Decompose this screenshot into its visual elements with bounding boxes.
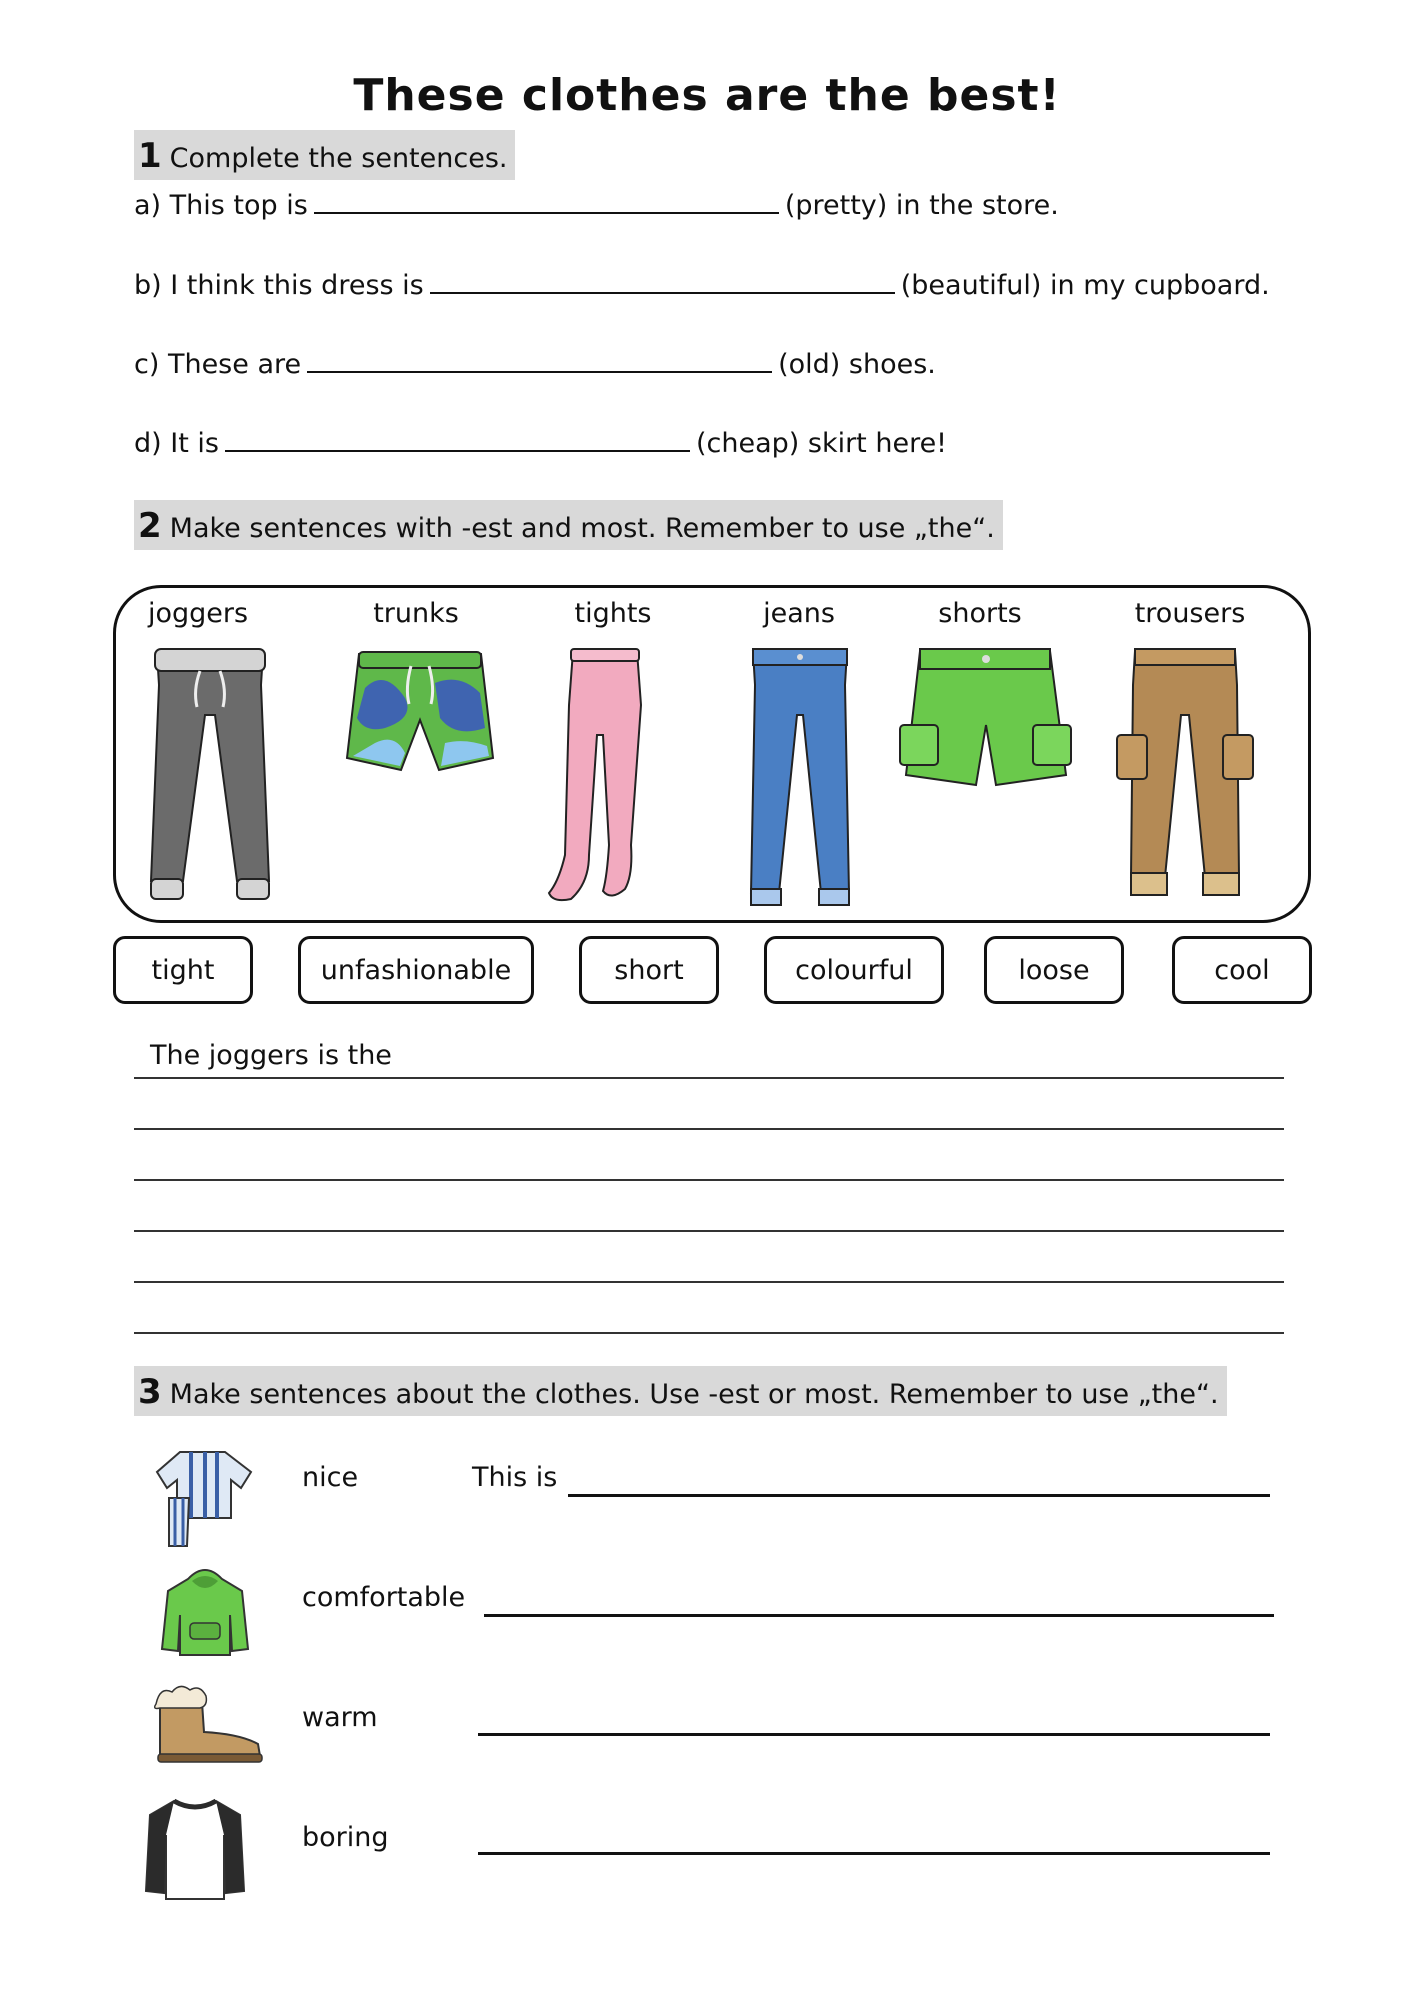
label-jeans: jeans	[763, 598, 835, 629]
label-tights: tights	[574, 598, 652, 629]
writing-line-5[interactable]	[134, 1281, 1284, 1283]
adjective-tight: tight	[113, 936, 253, 1004]
section-1-instruction: Complete the sentences.	[169, 143, 508, 174]
label-shorts: shorts	[938, 598, 1022, 629]
writing-line-4[interactable]	[134, 1230, 1284, 1232]
section-3-number: 3	[138, 1372, 162, 1412]
label-joggers: joggers	[147, 598, 249, 629]
writing-line-6[interactable]	[134, 1332, 1284, 1334]
sentence-a-end: (pretty) in the store.	[784, 190, 1059, 221]
answer-line-2[interactable]	[484, 1614, 1274, 1617]
pajamas-icon	[155, 1448, 255, 1548]
row-4-adjective: boring	[302, 1822, 389, 1853]
tights-icon	[545, 645, 655, 910]
label-trunks: trunks	[373, 598, 459, 629]
trunks-icon	[345, 648, 495, 783]
answer-blank-c[interactable]	[307, 345, 772, 373]
answer-line-4[interactable]	[478, 1852, 1270, 1855]
section-1-number: 1	[138, 136, 162, 176]
section-3-instruction: Make sentences about the clothes. Use -est or most. Remember to use „the“.	[169, 1379, 1219, 1410]
sentence-c	[134, 345, 936, 380]
hoodie-icon	[158, 1565, 253, 1660]
adjective-unfashionable: unfashionable	[298, 936, 534, 1004]
section-1-heading	[134, 130, 515, 180]
example-sentence-start: The joggers is the	[150, 1040, 392, 1071]
sentence-a	[134, 186, 1059, 221]
section-2-instruction: Make sentences with -est and most. Remember to use „the“.	[169, 513, 995, 544]
writing-line-1[interactable]	[134, 1077, 1284, 1079]
sentence-d-start: d) It is	[134, 428, 219, 459]
sentence-d	[134, 424, 947, 459]
answer-line-3[interactable]	[478, 1733, 1270, 1736]
answer-blank-d[interactable]	[225, 424, 690, 452]
adjective-loose: loose	[984, 936, 1124, 1004]
row-2-adjective: comfortable	[302, 1582, 466, 1613]
sentence-b-end: (beautiful) in my cupboard.	[900, 270, 1270, 301]
answer-blank-a[interactable]	[314, 186, 779, 214]
tshirt-icon	[140, 1795, 250, 1905]
sentence-b	[134, 266, 1270, 301]
sentence-b-start: b) I think this dress is	[134, 270, 424, 301]
page-title: These clothes are the best!	[353, 70, 1061, 121]
section-2-number: 2	[138, 506, 162, 546]
shorts-icon	[898, 645, 1073, 795]
row-1-start: This is	[472, 1462, 558, 1493]
sentence-a-start: a) This top is	[134, 190, 308, 221]
answer-blank-b[interactable]	[430, 266, 895, 294]
boot-icon	[150, 1682, 265, 1767]
adjective-colourful: colourful	[764, 936, 944, 1004]
row-3-adjective: warm	[302, 1702, 378, 1733]
row-1-adjective: nice	[302, 1462, 359, 1493]
section-2-heading	[134, 500, 1003, 550]
adjective-short: short	[579, 936, 719, 1004]
sentence-c-start: c) These are	[134, 349, 302, 380]
trousers-icon	[1115, 645, 1255, 915]
sentence-d-end: (cheap) skirt here!	[695, 428, 948, 459]
writing-line-2[interactable]	[134, 1128, 1284, 1130]
writing-line-3[interactable]	[134, 1179, 1284, 1181]
section-3-heading	[134, 1366, 1227, 1416]
label-trousers: trousers	[1134, 598, 1246, 629]
jeans-icon	[745, 645, 855, 915]
joggers-icon	[145, 645, 275, 905]
adjective-cool: cool	[1172, 936, 1312, 1004]
answer-line-1[interactable]	[568, 1494, 1270, 1497]
sentence-c-end: (old) shoes.	[778, 349, 936, 380]
